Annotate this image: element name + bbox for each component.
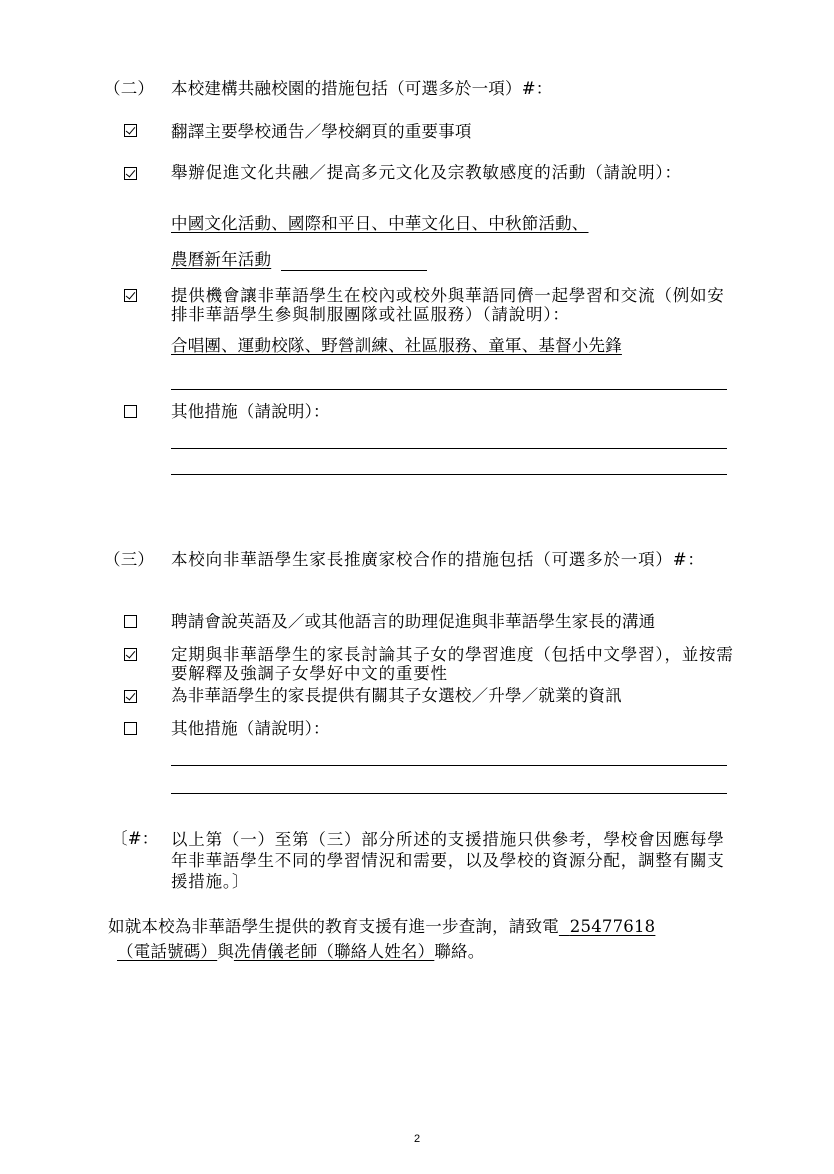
section3-item2-checkbox[interactable] [124,648,137,661]
section3-title: 本校向非華語學生家長推廣家校合作的措施包括（可選多於一項）#： [171,550,705,569]
contact-suffix: 聯絡。 [434,942,485,961]
section3-item4-blank-line1 [171,765,727,766]
section3-item1-text: 聘請會說英語及／或其他語言的助理促進與非華語學生家長的溝通 [171,612,656,631]
section3-item1-checkbox[interactable] [124,615,137,628]
section2-item4-text: 其他措施（請說明）： [171,402,330,421]
contact-phone: 25477618 [569,917,656,936]
section2-item1-checkbox[interactable] [124,124,137,137]
section2-item3-checkbox[interactable] [124,289,137,302]
section2-item4-blank-line1 [171,448,727,449]
section3-item2-text: 定期與非華語學生的家長討論其子女的學習進度（包括中文學習），並按需要解釋及強調子女學好中文的重要性 [171,645,734,683]
contact-prefix: 如就本校為非華語學生提供的教育支援有進一步查詢，請致電 [108,917,559,936]
section2-title: 本校建構共融校園的措施包括（可選多於一項）#： [171,79,553,98]
section3-item4-checkbox[interactable] [124,722,137,735]
section3-item4-text: 其他措施（請說明）： [171,719,330,738]
section2-item2-answer-line2-text: 農曆新年活動 [171,250,272,269]
section3-item3-checkbox[interactable] [124,690,137,703]
section2-item2-checkbox[interactable] [124,167,137,180]
contact-person: 冼倩儀老師（聯絡人姓名） [233,942,435,961]
page-number: 2 [413,1133,421,1145]
section2-item1-text: 翻譯主要學校通告／學校網頁的重要事項 [171,122,472,141]
section2-item3-answer-line1: 合唱團、運動校隊、野營訓練、社區服務、童軍、基督小先鋒 [171,336,622,355]
section2-item4-blank-line2 [171,474,727,475]
section2-item2-answer-line1: 中國文化活動、國際和平日、中華文化日、中秋節活動、 [171,214,589,233]
contact-line1 [108,914,655,939]
contact-phone-label: （電話號碼） [117,942,218,961]
note-marker: 〔#： [111,829,159,848]
section2-item3-answer-blank [171,389,727,390]
section2-item2-text: 舉辦促進文化共融／提高多元文化及宗教敏感度的活動（請說明）： [171,163,682,182]
section2-item4-checkbox[interactable] [124,405,137,418]
section2-item3-text: 提供機會讓非華語學生在校內或校外與華語同儕一起學習和交流（例如安排非華語學生參與制服團隊或社區服務）（請說明）： [171,286,725,324]
contact-line2 [117,939,484,964]
contact-joiner: 與 [217,942,234,961]
section3-number: （三） [104,550,155,569]
section3-item4-blank-line2 [171,793,727,794]
section3-item3-text: 為非華語學生的家長提供有關其子女選校／升學／就業的資訊 [171,686,622,705]
section2-item2-answer-blank [281,270,427,271]
note-text: 以上第（一）至第（三）部分所述的支援措施只供參考，學校會因應每學年非華語學生不同的學習情況和需要，以及學校的資源分配，調整有關支援措施。〕 [171,830,725,891]
section2-item2-answer-line2 [171,250,271,269]
section2-number: （二） [104,79,155,98]
